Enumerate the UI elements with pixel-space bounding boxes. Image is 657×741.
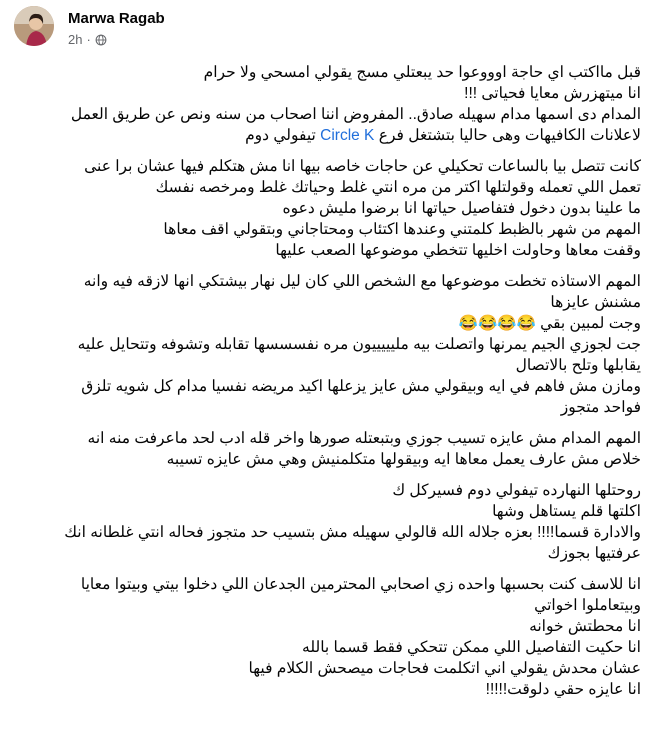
text-line: اكلتها قلم يستاهل وشها [492,503,641,520]
text-line: كانت تتصل بيا بالساعات تحكيلي عن حاجات خاصه بيها انا مش هتكلم فيها عشان برا عنى [84,158,641,175]
post-header [14,6,644,52]
author-name[interactable]: Marwa Ragab [68,10,165,27]
text-line: ما علينا بدون دخول فتفاصيل حياتها انا برضوا مليش دعوه [282,200,641,217]
post-text [14,62,641,710]
paragraph [14,428,641,470]
text-line: خلاص مش عارف يعمل معاها ايه وبيقولها متكلمنيش وهي مش عايزه تسيبه [166,451,641,468]
globe-icon[interactable] [95,34,107,46]
text-line: المهم من شهر بالظبط كلمتني وعندها اكتئاب ومحتاجاني وبتقولي اقف معاها [163,221,641,238]
text-line: وبيتعاملوا اخواتي [534,597,641,614]
paragraph [14,480,641,564]
text-line: يقابلها وتلح بالاتصال [515,357,641,374]
text-line: المهم المدام مش عايزه تسيب جوزي وبتبعتله صورها واخر قله ادب لحد ماعرفت منه انه [87,430,641,447]
paragraph [14,62,641,146]
text-line: وجت لمبين بقي 😂😂😂😂 [458,315,641,332]
text-line: انا حكيت التفاصيل اللي ممكن تتحكي فقط قسما بالله [302,639,641,656]
text-line: والادارة قسما!!!! بعزه جلاله الله قالولي سهيله مش بتسيب حد متجوز فحاله انتي غلطانه انك [64,524,641,541]
text-line: انا للاسف كنت بحسبها واحده زي اصحابي المحترمين الجدعان اللي دخلوا بيتي وبيتوا معايا [80,576,641,593]
paragraph [14,156,641,261]
text-line: روحتلها النهارده تيفولي دوم فسيركل ك [392,482,641,499]
avatar-photo [14,6,54,46]
paragraph [14,271,641,418]
text-line: عشان محدش يقولي اني اتكلمت فحاجات ميصحش الكلام فيها [248,660,641,677]
text-line: ومازن مش فاهم في ايه وبيقولي مش عايز يزعلها اكيد مريضه نفسيا مدام كل شويه تلزق [81,378,641,395]
text-line: انا عايزه حقي دلوقت!!!!! [485,681,641,698]
text-line: انا محطتش خوانه [529,618,641,635]
post-meta [68,32,107,47]
text-line: عرفتيها بجوزك [547,545,641,562]
text-line: المدام دى اسمها مدام سهيله صادق.. المفروض اننا اصحاب من سنه ونص عن طريق العمل [70,106,641,123]
avatar[interactable] [14,6,54,46]
text-line: انا ميتهزرش معايا فحياتى !!! [464,85,641,102]
text-line: المهم الاستاذه تخطت موضوعها مع الشخص اللي كان ليل نهار بيشتكي انها لازقه فيه وانه [83,273,641,290]
text-line: قبل مااكتب اي حاجة اوووعوا حد يبعتلي مسج يقولي امسحي ولا حرام [203,64,641,81]
circle-k-link[interactable]: Circle K [320,127,375,144]
text-line: فواحد متجوز [560,399,641,416]
text-line: تعمل اللي تعمله وقولتلها اكتر من مره انتي غلط وحياتك غلط ومرخصه نفسك [155,179,641,196]
text-line: لاعلانات الكافيهات وهى حاليا بتشتغل فرع Circle K تيفولي دوم [245,127,641,144]
text-line: مشنش عايزها [550,294,641,311]
text-line: جت لجوزي الجيم يمرنها واتصلت بيه مليييييون مره نفسسسها تقابله وتشوفه وتتحايل عليه [77,336,641,353]
text-line: وقفت معاها وحاولت اخليها تتخطي موضوعها الصعب عليها [275,242,641,259]
post-time[interactable]: 2h [68,32,83,47]
separator-dot: · [86,32,91,47]
paragraph [14,574,641,700]
